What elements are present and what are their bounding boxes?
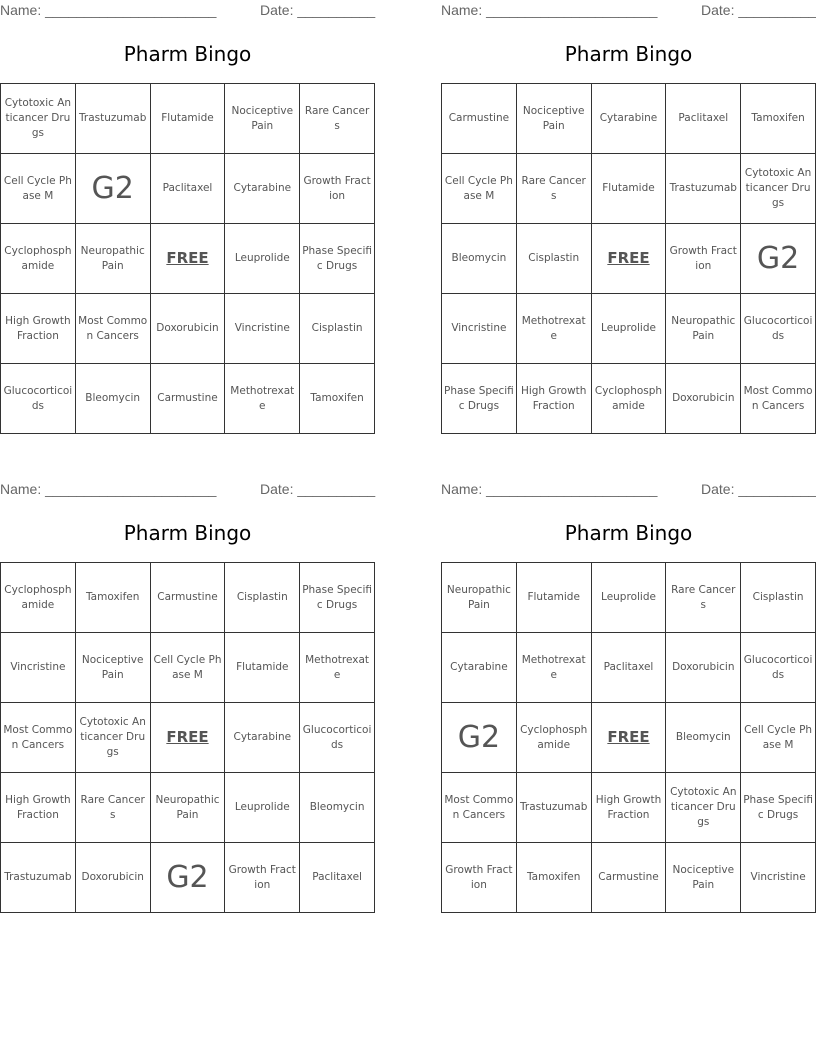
card-header [441, 481, 816, 499]
bingo-cell: Cell Cycle Phase M [741, 703, 816, 773]
bingo-cell: G2 [741, 224, 816, 294]
bingo-cell: Vincristine [741, 843, 816, 913]
bingo-cell: Cytotoxic Anticancer Drugs [741, 154, 816, 224]
free-space: FREE [151, 703, 226, 773]
bingo-cell: Growth Fraction [225, 843, 300, 913]
bingo-cell: Growth Fraction [300, 154, 375, 224]
name-field: Name: ______________________ [0, 2, 217, 18]
bingo-cell: High Growth Fraction [1, 773, 76, 843]
bingo-cell: Neuropathic Pain [442, 563, 517, 633]
bingo-grid [0, 83, 375, 434]
card-header [441, 2, 816, 20]
bingo-cell: Growth Fraction [442, 843, 517, 913]
bingo-cell: Nociceptive Pain [517, 84, 592, 154]
card-title: Pharm Bingo [564, 42, 693, 66]
bingo-cell: High Growth Fraction [592, 773, 667, 843]
bingo-cell: Cell Cycle Phase M [1, 154, 76, 224]
bingo-cell: Trastuzumab [76, 84, 151, 154]
bingo-cell: Cytarabine [225, 154, 300, 224]
bingo-cell: Cisplastin [741, 563, 816, 633]
bingo-card-2 [441, 0, 816, 434]
bingo-cell: Glucocorticoids [300, 703, 375, 773]
bingo-card-1 [0, 0, 375, 434]
bingo-grid [441, 83, 816, 434]
bingo-grid [0, 562, 375, 913]
bingo-cell: Tamoxifen [76, 563, 151, 633]
bingo-cell: G2 [151, 843, 226, 913]
free-space: FREE [151, 224, 226, 294]
bingo-cell: Glucocorticoids [741, 633, 816, 703]
bingo-cell: Cytarabine [442, 633, 517, 703]
bingo-cell: Cell Cycle Phase M [442, 154, 517, 224]
bingo-cell: Cytotoxic Anticancer Drugs [1, 84, 76, 154]
bingo-cell: Paclitaxel [666, 84, 741, 154]
bingo-cell: Leuprolide [225, 224, 300, 294]
date-field: Date: __________ [260, 2, 376, 18]
name-field: Name: ______________________ [441, 2, 658, 18]
bingo-cell: Bleomycin [666, 703, 741, 773]
card-title: Pharm Bingo [564, 521, 693, 545]
bingo-cell: Phase Specific Drugs [300, 224, 375, 294]
bingo-cell: Cyclophosphamide [592, 364, 667, 434]
bingo-cell: Vincristine [1, 633, 76, 703]
bingo-cell: Cisplastin [517, 224, 592, 294]
bingo-cell: Cell Cycle Phase M [151, 633, 226, 703]
bingo-cell: Leuprolide [225, 773, 300, 843]
bingo-card-4 [441, 479, 816, 913]
bingo-cell: High Growth Fraction [1, 294, 76, 364]
date-field: Date: __________ [701, 481, 816, 497]
bingo-cell: Flutamide [592, 154, 667, 224]
name-field: Name: ______________________ [441, 481, 658, 497]
bingo-cell: Carmustine [442, 84, 517, 154]
bingo-cell: Neuropathic Pain [76, 224, 151, 294]
bingo-cell: Flutamide [151, 84, 226, 154]
bingo-cell: Cyclophosphamide [517, 703, 592, 773]
bingo-grid [441, 562, 816, 913]
bingo-cell: Rare Cancers [76, 773, 151, 843]
bingo-cell: Carmustine [151, 364, 226, 434]
bingo-cell: Doxorubicin [151, 294, 226, 364]
bingo-cell: Rare Cancers [666, 563, 741, 633]
free-space: FREE [592, 703, 667, 773]
bingo-cell: Most Common Cancers [1, 703, 76, 773]
bingo-cell: Paclitaxel [151, 154, 226, 224]
bingo-cell: Glucocorticoids [741, 294, 816, 364]
bingo-cell: Tamoxifen [517, 843, 592, 913]
bingo-cell: Nociceptive Pain [666, 843, 741, 913]
card-title: Pharm Bingo [123, 521, 252, 545]
bingo-cell: Bleomycin [442, 224, 517, 294]
bingo-cell: Cyclophosphamide [1, 563, 76, 633]
bingo-cell: Methotrexate [300, 633, 375, 703]
bingo-cell: Trastuzumab [666, 154, 741, 224]
bingo-cell: Methotrexate [517, 294, 592, 364]
bingo-cell: Rare Cancers [300, 84, 375, 154]
name-field: Name: ______________________ [0, 481, 217, 497]
bingo-cell: Flutamide [225, 633, 300, 703]
bingo-cell: Carmustine [592, 843, 667, 913]
card-header [0, 481, 375, 499]
bingo-cell: Doxorubicin [76, 843, 151, 913]
bingo-card-3 [0, 479, 375, 913]
bingo-cell: Bleomycin [76, 364, 151, 434]
bingo-cell: Rare Cancers [517, 154, 592, 224]
bingo-cell: Glucocorticoids [1, 364, 76, 434]
bingo-cell: Cytotoxic Anticancer Drugs [76, 703, 151, 773]
bingo-cell: Phase Specific Drugs [442, 364, 517, 434]
bingo-cell: Flutamide [517, 563, 592, 633]
date-field: Date: __________ [260, 481, 376, 497]
bingo-cell: Phase Specific Drugs [741, 773, 816, 843]
bingo-cell: Paclitaxel [592, 633, 667, 703]
date-field: Date: __________ [701, 2, 816, 18]
bingo-cell: Cisplastin [300, 294, 375, 364]
bingo-cell: Trastuzumab [1, 843, 76, 913]
bingo-cell: Vincristine [442, 294, 517, 364]
bingo-cell: Cyclophosphamide [1, 224, 76, 294]
bingo-cell: Nociceptive Pain [225, 84, 300, 154]
bingo-cell: Most Common Cancers [741, 364, 816, 434]
bingo-cell: Phase Specific Drugs [300, 563, 375, 633]
bingo-cell: G2 [442, 703, 517, 773]
bingo-cell: Nociceptive Pain [76, 633, 151, 703]
bingo-cell: High Growth Fraction [517, 364, 592, 434]
bingo-cell: Tamoxifen [741, 84, 816, 154]
bingo-cell: Methotrexate [225, 364, 300, 434]
bingo-cell: Bleomycin [300, 773, 375, 843]
card-title: Pharm Bingo [123, 42, 252, 66]
bingo-cell: Vincristine [225, 294, 300, 364]
bingo-cell: Carmustine [151, 563, 226, 633]
bingo-cell: Neuropathic Pain [151, 773, 226, 843]
bingo-cell: G2 [76, 154, 151, 224]
bingo-cell: Neuropathic Pain [666, 294, 741, 364]
bingo-cell: Doxorubicin [666, 633, 741, 703]
bingo-cell: Cisplastin [225, 563, 300, 633]
bingo-cell: Trastuzumab [517, 773, 592, 843]
free-space: FREE [592, 224, 667, 294]
bingo-cell: Cytarabine [225, 703, 300, 773]
card-header [0, 2, 375, 20]
bingo-cell: Cytotoxic Anticancer Drugs [666, 773, 741, 843]
bingo-cell: Cytarabine [592, 84, 667, 154]
bingo-cell: Most Common Cancers [442, 773, 517, 843]
bingo-cell: Growth Fraction [666, 224, 741, 294]
bingo-cell: Leuprolide [592, 294, 667, 364]
bingo-cell: Leuprolide [592, 563, 667, 633]
bingo-cell: Most Common Cancers [76, 294, 151, 364]
bingo-cell: Tamoxifen [300, 364, 375, 434]
bingo-cell: Methotrexate [517, 633, 592, 703]
bingo-cell: Paclitaxel [300, 843, 375, 913]
bingo-cell: Doxorubicin [666, 364, 741, 434]
